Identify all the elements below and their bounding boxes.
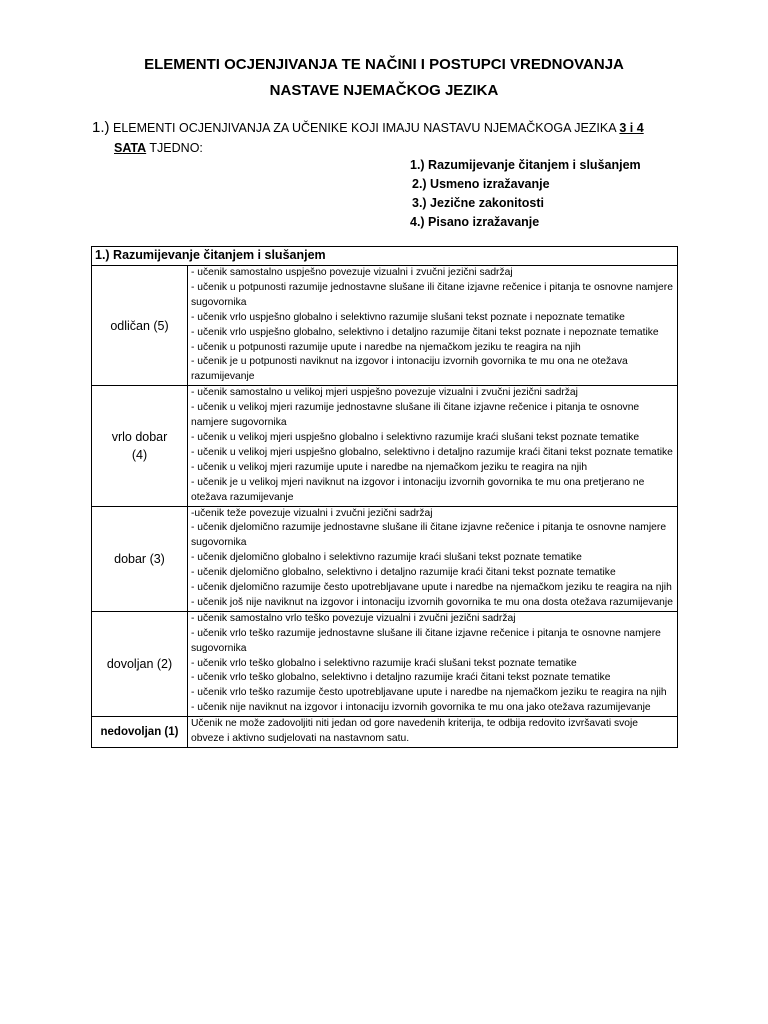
section-hours-unit: SATA	[114, 141, 147, 155]
description-line: - učenik djelomično razumije često upotrebljavane upute i naredbe na njemačkom jeziku te reagira na njih	[191, 582, 672, 594]
criteria-item: 3.) Jezične zakonitosti	[412, 196, 544, 210]
section-text-line-2: TJEDNO:	[149, 141, 203, 155]
description-line: - učenik vrlo teško razumije jednostavne slušane ili čitane izjavne rečenice i pitanja te osnovne namjere sugovornika	[191, 627, 661, 654]
grade-description	[188, 611, 678, 716]
grade-description	[188, 717, 678, 748]
grade-label: dovoljan (2)	[92, 611, 188, 716]
grade-description	[188, 266, 678, 386]
description-line: - učenik samostalno uspješno povezuje vizualni i zvučni jezični sadržaj	[191, 267, 513, 278]
section-heading	[92, 118, 712, 158]
table-row	[92, 717, 678, 748]
description-line: - učenik djelomično globalno, selektivno i detaljno razumije kraći čitani tekst poznate tematike	[191, 567, 616, 579]
grade-label: odličan (5)	[92, 266, 188, 386]
description-line: - učenik samostalno vrlo teško povezuje vizualni i zvučni jezični sadržaj	[191, 612, 516, 624]
grade-label: vrlo dobar (4)	[92, 386, 188, 506]
description-line: - učenik vrlo teško globalno, selektivno i detaljno razumije kraći čitani tekst poznate tematike	[191, 672, 611, 684]
table-header: 1.) Razumijevanje čitanjem i slušanjem	[92, 247, 678, 266]
description-line: - učenik je u velikoj mjeri naviknut na izgovor i intonaciju izvornih govornika te mu ona pretjerano ne otežava razumijevanje	[191, 476, 645, 503]
description-line: - učenik vrlo uspješno globalno i selektivno razumije slušani tekst poznate i nepoznate tematike	[191, 311, 625, 323]
description-line: Učenik ne može zadovoljiti niti jedan od gore navedenih kriterija, te odbija redovito izvršavati svoje obveze i aktivno sudjelovati na nastavnom satu.	[191, 718, 639, 745]
description-line: - učenik vrlo teško razumije često upotrebljavane upute i naredbe na njemačkom jeziku te reagira na njih	[191, 687, 667, 699]
description-line: - učenik u potpunosti razumije jednostavne slušane ili čitane izjavne rečenice i pitanja te osnovne namjere sugovornika	[191, 281, 673, 308]
description-line: - učenik vrlo uspješno globalno, selektivno i detaljno razumije čitani tekst poznate i nepoznate tematike	[191, 326, 659, 338]
description-line: -učenik teže povezuje vizualni i zvučni jezični sadržaj	[191, 507, 433, 519]
criteria-item: 1.) Razumijevanje čitanjem i slušanjem	[410, 158, 641, 172]
criteria-item: 2.) Usmeno izražavanje	[412, 177, 550, 191]
criteria-list	[410, 156, 641, 232]
grade-description	[188, 506, 678, 611]
table-row	[92, 611, 678, 716]
description-line: - učenik u potpunosti razumije upute i naredbe na njemačkom jeziku te reagira na njih	[191, 341, 581, 353]
description-line: - učenik u velikoj mjeri uspješno globalno i selektivno razumije kraći slušani tekst poznate tematike	[191, 431, 640, 443]
title-line-2: NASTAVE NJEMAČKOG JEZIKA	[269, 82, 499, 99]
description-line: - učenik vrlo teško globalno i selektivno razumije kraći slušani tekst poznate tematike	[191, 657, 577, 669]
description-line: - učenik djelomično razumije jednostavne slušane ili čitane izjavne rečenice i pitanja te osnovne namjere sugovornika	[191, 522, 667, 549]
section-number: 1.)	[92, 119, 110, 136]
description-line: - učenik nije naviknut na izgovor i intonaciju izvornih govornika te mu ona jako otežava razumijevanje	[191, 702, 651, 714]
document-title	[0, 52, 768, 104]
table-header-row	[92, 247, 678, 266]
description-line: - učenik u velikoj mjeri uspješno globalno, selektivno i detaljno razumije kraći čitani tekst poznate tematike	[191, 446, 673, 458]
description-line: - učenik u velikoj mjeri razumije jednostavne slušane ili čitane izjavne rečenice i pitanja te osnovne namjere sugovornika	[191, 402, 640, 429]
title-line-1: ELEMENTI OCJENJIVANJA TE NAČINI I POSTUPCI VREDNOVANJA	[144, 56, 624, 73]
table-row	[92, 506, 678, 611]
section-text-line-1: ELEMENTI OCJENJIVANJA ZA UČENIKE KOJI IMAJU NASTAVU NJEMAČKOGA JEZIKA	[113, 121, 616, 135]
description-line: - učenik još nije naviknut na izgovor i intonaciju izvornih govornika te mu ona dosta otežava razumijevanje	[191, 596, 673, 608]
description-line: - učenik u velikoj mjeri razumije upute i naredbe na njemačkom jeziku te reagira na njih	[191, 461, 588, 473]
table-row	[92, 266, 678, 386]
description-line: - učenik djelomično globalno i selektivno razumije kraći slušani tekst poznate tematike	[191, 552, 582, 564]
grade-label: dobar (3)	[92, 506, 188, 611]
grade-description	[188, 386, 678, 506]
grading-table	[91, 246, 678, 748]
table-row	[92, 386, 678, 506]
section-hours: 3 i 4	[619, 121, 644, 135]
description-line: - učenik je u potpunosti naviknut na izgovor i intonaciju izvornih govornika te mu ona ne otežava razumijevanje	[191, 356, 628, 383]
criteria-item: 4.) Pisano izražavanje	[410, 215, 540, 229]
description-line: - učenik samostalno u velikoj mjeri uspješno povezuje vizualni i zvučni jezični sadržaj	[191, 387, 578, 399]
grade-label: nedovoljan (1)	[92, 717, 188, 748]
